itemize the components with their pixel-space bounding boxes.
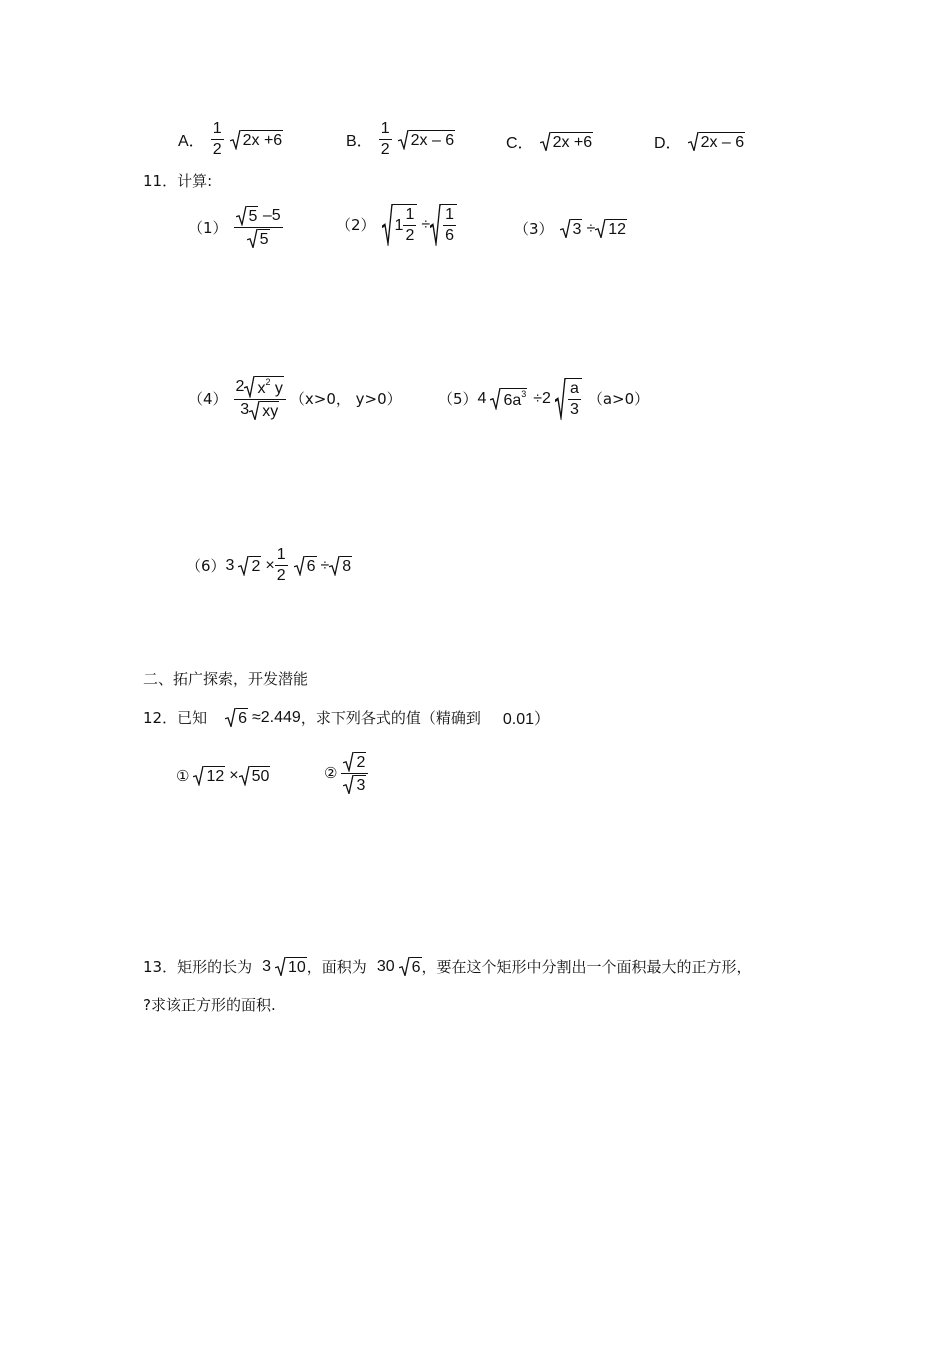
- radical: $\frac{a}{3}$: [555, 378, 582, 420]
- option-b: [346, 120, 455, 160]
- question-13: 13．矩形的长为 3 10 ，面积为 30 6 ，要在这个矩形中分割出一个面积最大的正方形，: [143, 957, 752, 976]
- problem-label: （5）: [438, 390, 478, 409]
- radical: 1 $\frac{1}{2}$: [382, 204, 418, 246]
- question-13-line2: ?求该正方形的面积.: [143, 996, 276, 1014]
- option-d: [654, 130, 745, 153]
- radical: 12: [595, 219, 627, 239]
- option-label: A．: [178, 133, 205, 151]
- problem-label: （3）: [514, 220, 554, 238]
- radical: 2: [238, 556, 261, 576]
- condition: （x>0， y>0）: [289, 389, 402, 408]
- radical: 12: [193, 766, 225, 786]
- radical: $6a^3$: [490, 388, 527, 410]
- problem-11-2: （2） 1 $\frac{1}{2}$ ÷ $\frac{1}{6}$: [336, 204, 457, 246]
- problem-label: （1）: [188, 218, 228, 237]
- radical: 3: [560, 219, 583, 239]
- problem-label: （2）: [336, 216, 376, 235]
- radical: 6: [225, 708, 248, 728]
- radical: 2x – 6: [398, 130, 456, 150]
- problem-label: （4）: [188, 389, 228, 408]
- problem-11-3: （3） 3 ÷ 12: [514, 219, 627, 238]
- radical: $\frac{1}{6}$: [430, 204, 457, 246]
- option-a: [178, 120, 283, 160]
- radical: 6: [294, 556, 317, 576]
- fraction: $\frac{1}{2}$: [212, 120, 222, 159]
- radical: 10: [275, 957, 307, 977]
- fraction: $\frac{2}{3}$: [341, 752, 368, 794]
- radical: 2x +6: [540, 132, 594, 152]
- problem-11-5: （5） 4 $6a^3$ ÷2 $\frac{a}{3}$ （a>0）: [438, 380, 650, 419]
- question-12: 12．已知 6 ≈2.449 ，求下列各式的值（精确到 0.01）: [143, 708, 550, 728]
- fraction: 2 $x^2$ y 3 xy: [234, 376, 286, 420]
- fraction: 5 –5 5: [234, 206, 283, 248]
- section-title: 二、拓广探索，开发潜能: [143, 670, 309, 688]
- option-c: [506, 130, 593, 153]
- radical: 2x – 6: [688, 132, 746, 152]
- radical: 6: [399, 957, 422, 977]
- radical: 8: [329, 556, 352, 576]
- problem-11-4: [188, 376, 402, 420]
- item-12-2: ② $\frac{2}{3}$: [324, 752, 368, 794]
- option-label: D．: [654, 135, 682, 152]
- fraction: $\frac{1}{2}$: [380, 120, 390, 159]
- problem-11-1: [188, 206, 283, 248]
- problem-11-6: （6） 3 2 × $\frac{1}{2}$ 6 ÷ 8: [186, 546, 352, 585]
- option-label: C．: [506, 135, 534, 152]
- condition: （a>0）: [587, 390, 650, 409]
- option-label: B．: [346, 133, 373, 151]
- item-12-1: ① 12 × 50: [176, 766, 270, 785]
- radical: 50: [239, 766, 271, 786]
- radical: 2x +6: [230, 130, 284, 150]
- question-11-title: 11．计算:: [143, 172, 213, 190]
- problem-label: （6）: [186, 557, 226, 576]
- fraction: $\frac{1}{2}$: [276, 546, 286, 585]
